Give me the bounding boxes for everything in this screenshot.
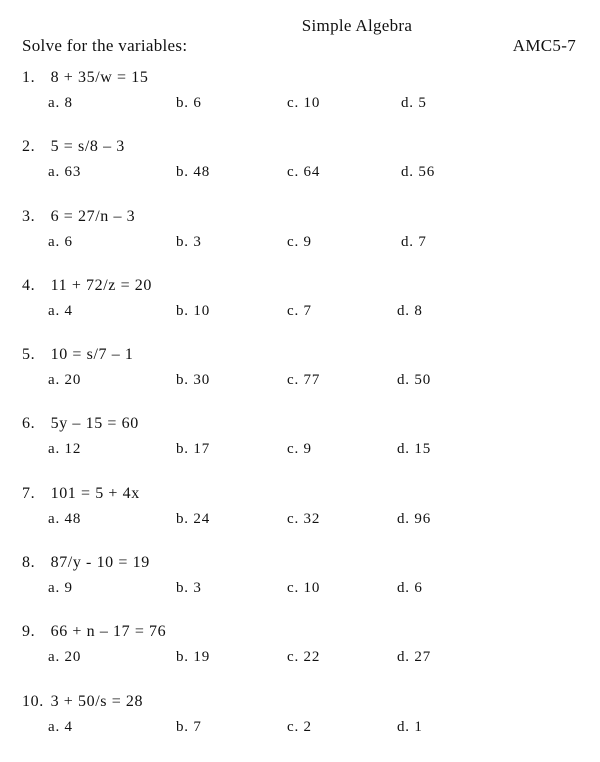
question-number: 3. xyxy=(22,207,36,225)
question-equation: 3 + 50/s = 28 xyxy=(50,692,144,710)
choice-a: a. 6 xyxy=(48,233,73,250)
choice-d: d. 7 xyxy=(401,233,427,250)
choice-c: c. 10 xyxy=(287,95,321,111)
question-number: 2. xyxy=(22,138,36,156)
choice-b: b. 6 xyxy=(176,95,202,111)
choice-c: c. 2 xyxy=(287,718,312,735)
choice-a: a. 8 xyxy=(48,95,73,111)
question-6 xyxy=(0,415,600,484)
choice-d: d. 6 xyxy=(397,580,423,597)
choice-c: c. 7 xyxy=(287,302,312,319)
choice-c: c. 32 xyxy=(287,510,321,527)
worksheet-code: AMC5-7 xyxy=(512,36,576,55)
question-number: 10. xyxy=(22,692,44,710)
question-stem xyxy=(22,554,150,572)
question-equation: 5 = s/8 – 3 xyxy=(50,138,125,156)
question-10 xyxy=(0,693,600,762)
choice-c: c. 22 xyxy=(287,649,321,666)
choice-d: d. 96 xyxy=(397,510,431,527)
question-stem xyxy=(22,415,139,433)
question-5 xyxy=(0,346,600,415)
question-number: 9. xyxy=(22,623,36,641)
choice-a: a. 20 xyxy=(48,372,82,389)
question-stem xyxy=(22,346,134,364)
instructions-text: Solve for the variables: xyxy=(22,36,188,55)
question-number: 8. xyxy=(22,554,36,572)
choice-a: a. 63 xyxy=(48,164,82,181)
question-number: 7. xyxy=(22,484,36,502)
choice-a: a. 48 xyxy=(48,510,82,527)
choice-a: a. 9 xyxy=(48,580,73,597)
choice-a: a. 20 xyxy=(48,649,82,666)
choice-c: c. 9 xyxy=(287,233,312,250)
choice-b: b. 19 xyxy=(176,649,210,666)
question-4 xyxy=(0,277,600,346)
choice-a: a. 4 xyxy=(48,718,73,735)
choice-c: c. 10 xyxy=(287,580,321,597)
choice-b: b. 7 xyxy=(176,718,202,735)
question-number: 6. xyxy=(22,415,36,433)
question-number: 5. xyxy=(22,346,36,364)
choice-d: d. 8 xyxy=(397,302,423,319)
question-2 xyxy=(0,138,600,207)
question-equation: 5y – 15 = 60 xyxy=(50,415,139,433)
choice-b: b. 17 xyxy=(176,441,210,458)
question-stem xyxy=(22,208,135,226)
question-equation: 11 + 72/z = 20 xyxy=(50,276,153,294)
question-equation: 87/y - 10 = 19 xyxy=(50,554,150,572)
choice-d: d. 50 xyxy=(397,372,431,389)
question-8 xyxy=(0,554,600,623)
choice-b: b. 48 xyxy=(176,164,210,181)
question-stem xyxy=(22,693,143,711)
question-equation: 101 = 5 + 4x xyxy=(50,484,140,502)
choice-a: a. 12 xyxy=(48,441,82,458)
page-title: Simple Algebra xyxy=(301,16,413,35)
choice-d: d. 15 xyxy=(397,441,431,458)
choice-d: d. 5 xyxy=(401,95,427,111)
question-equation: 66 + n – 17 = 76 xyxy=(50,623,167,641)
question-number: 4. xyxy=(22,276,36,294)
question-equation: 10 = s/7 – 1 xyxy=(50,346,134,364)
choice-c: c. 64 xyxy=(287,164,321,181)
choice-b: b. 24 xyxy=(176,510,210,527)
question-9 xyxy=(0,623,600,692)
question-equation: 6 = 27/n – 3 xyxy=(50,207,136,225)
question-stem xyxy=(22,69,148,87)
question-list xyxy=(0,69,600,762)
choice-b: b. 3 xyxy=(176,580,202,597)
question-1 xyxy=(0,69,600,138)
question-stem xyxy=(22,485,140,503)
choice-b: b. 10 xyxy=(176,302,210,319)
choice-b: b. 30 xyxy=(176,372,210,389)
question-stem xyxy=(22,277,152,295)
question-equation: 8 + 35/w = 15 xyxy=(50,69,149,86)
question-7 xyxy=(0,485,600,554)
question-stem xyxy=(22,623,166,641)
choice-d: d. 27 xyxy=(397,649,431,666)
choice-c: c. 77 xyxy=(287,372,321,389)
choice-d: d. 1 xyxy=(397,718,423,735)
choice-b: b. 3 xyxy=(176,233,202,250)
choice-a: a. 4 xyxy=(48,302,73,319)
question-stem xyxy=(22,138,125,156)
choice-c: c. 9 xyxy=(287,441,312,458)
question-3 xyxy=(0,208,600,277)
choice-d: d. 56 xyxy=(401,164,435,181)
question-number: 1. xyxy=(22,69,36,86)
